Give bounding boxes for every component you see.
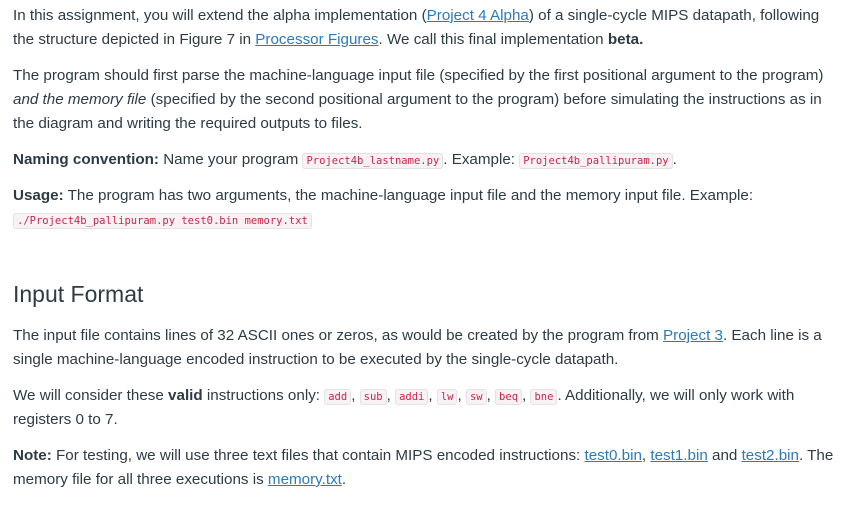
usage-example-code: ./Project4b_pallipuram.py test0.bin memory.txt	[13, 213, 312, 229]
text: and	[707, 447, 742, 464]
text: instructions only:	[202, 387, 325, 404]
usage-paragraph	[13, 184, 842, 232]
separator: ,	[428, 387, 437, 404]
text: The program has two arguments, the machine-language input file and the memory input file. Example:	[63, 187, 754, 204]
beta-bold: beta.	[607, 31, 644, 48]
text: . Each line is a single machine-language encoded instruction to be executed by the single-cycle datapath.	[13, 327, 822, 368]
note-label: Note:	[13, 447, 52, 464]
instruction-code: add	[324, 389, 351, 405]
example-name-code: Project4b_pallipuram.py	[519, 153, 672, 169]
instruction-code: sw	[466, 389, 487, 405]
processor-figures-link[interactable]: Processor Figures	[255, 31, 379, 48]
text: Name your program	[158, 151, 303, 168]
input-format-heading: Input Format	[13, 281, 144, 307]
note-paragraph	[13, 444, 842, 492]
separator: ,	[457, 387, 466, 404]
text: For testing, we will use three text files that contain MIPS encoded instructions:	[51, 447, 585, 464]
text: The program should first parse the machine-language input file (specified by the first positional argument to the program)	[13, 67, 824, 84]
naming-convention-paragraph	[13, 148, 842, 172]
separator: ,	[522, 387, 531, 404]
test1-link[interactable]: test1.bin	[650, 447, 708, 464]
usage-label: Usage:	[13, 187, 64, 204]
spacer	[13, 244, 842, 280]
instruction-code: bne	[530, 389, 557, 405]
separator: ,	[386, 387, 396, 404]
instruction-code: beq	[495, 389, 522, 405]
input-file-paragraph	[13, 324, 842, 372]
instruction-code: sub	[360, 389, 387, 405]
text: .	[672, 151, 677, 168]
memory-file-emphasis: and the memory file	[13, 91, 147, 108]
parse-paragraph	[13, 64, 842, 136]
text: . We call this final implementation	[378, 31, 608, 48]
text: The input file contains lines of 32 ASCII ones or zeros, as would be created by the program from	[13, 327, 664, 344]
text: . Example:	[443, 151, 520, 168]
test2-link[interactable]: test2.bin	[741, 447, 799, 464]
text: In this assignment, you will extend the alpha implementation (	[13, 7, 427, 24]
instruction-code: addi	[395, 389, 428, 405]
project-4-alpha-link[interactable]: Project 4 Alpha	[426, 7, 529, 24]
text: . Additionally, we will only work with registers 0 to 7.	[13, 387, 795, 428]
separator: ,	[486, 387, 496, 404]
memory-txt-link[interactable]: memory.txt	[267, 471, 342, 488]
separator: ,	[351, 387, 360, 404]
project-3-link[interactable]: Project 3	[663, 327, 723, 344]
program-name-code: Project4b_lastname.py	[302, 153, 443, 169]
instruction-code: lw	[437, 389, 458, 405]
text: We will consider these	[13, 387, 169, 404]
valid-instructions-paragraph	[13, 384, 842, 432]
test0-link[interactable]: test0.bin	[584, 447, 642, 464]
text: (specified by the second positional argument to the program) before simulating the instructions as in the diagram and writing the required outputs to files.	[13, 91, 822, 132]
intro-paragraph	[13, 4, 842, 52]
text: ,	[641, 447, 651, 464]
text: . The memory file for all three executions is	[13, 447, 834, 488]
text: ) of a single-cycle MIPS datapath, following the structure depicted in Figure 7 in	[13, 7, 820, 48]
naming-label: Naming convention:	[13, 151, 159, 168]
valid-bold: valid	[168, 387, 203, 404]
text: .	[341, 471, 347, 488]
